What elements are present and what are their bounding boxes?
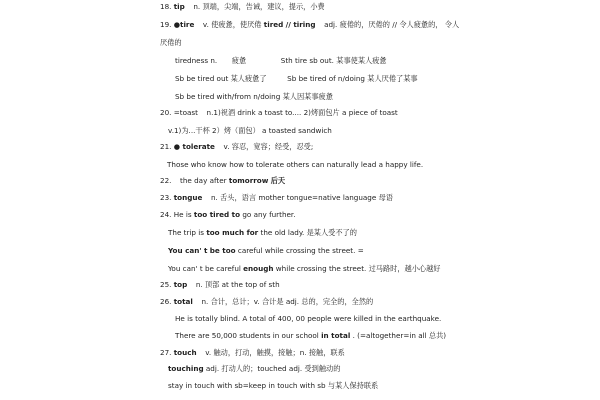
entry-24-example-1 <box>168 228 600 238</box>
entry-post-text: go any further. <box>242 210 296 219</box>
entry-22 <box>160 176 600 186</box>
entry-20 <box>160 108 600 118</box>
entry-19-continuation <box>160 38 600 48</box>
example-post-text: while crossing the street. 过马路时，越小心越好 <box>275 264 441 273</box>
entry-prefix: the day after <box>180 176 227 185</box>
example-phrase: be too <box>209 246 236 255</box>
example-phrase: enough <box>243 264 274 273</box>
entry-24 <box>160 210 600 220</box>
example-pre-text: There are 50,000 students in our school <box>175 331 319 340</box>
entry-suffix: 后天 <box>270 176 286 185</box>
entry-19-be-tired-1 <box>175 74 600 84</box>
tiredness-definition: 疲惫 <box>231 56 247 65</box>
entry-word: ●tire <box>173 20 195 29</box>
entry-21 <box>160 142 600 152</box>
entry-number: 25. <box>160 280 172 289</box>
entry-word: touch <box>173 348 197 357</box>
entry-definition: n. 顶部 at the top of sth <box>195 280 280 289</box>
example-post-text: careful while crossing the street. = <box>237 246 364 255</box>
entry-number: 27. <box>160 348 172 357</box>
example-sentence: He is totally blind. A total of 400, 00 people were killed in the earthquake. <box>175 314 442 323</box>
sth-tire-example: Sth tire sb out. 某事使某人疲惫 <box>280 56 387 65</box>
example-post-text: the old lady. 是某人受不了的 <box>260 228 357 237</box>
entry-21-example <box>167 160 600 170</box>
entry-number: 24. <box>160 210 172 219</box>
tiredness-term: tiredness n. <box>175 56 218 65</box>
entry-word: too tired to <box>193 210 241 219</box>
example-sentence: Those who know how to tolerate others can naturally lead a happy life. <box>167 160 424 169</box>
entry-number: 20. <box>160 108 172 117</box>
example-sentence: stay in touch with sb=keep in touch with sb 与某人保持联系 <box>168 381 379 390</box>
entry-19-tiredness <box>175 56 600 66</box>
be-tired-of: Sb be tired of n/doing 某人厌倦了某事 <box>287 74 418 83</box>
entry-number: 22. <box>160 176 172 185</box>
entry-27-stay-in-touch <box>168 381 600 391</box>
entry-number: 21. <box>160 142 172 151</box>
entry-18 <box>160 2 600 12</box>
example-phrase: too much for <box>206 228 259 237</box>
entry-26 <box>160 297 600 307</box>
example-phrase: in total <box>321 331 351 340</box>
entry-definition: n. 合计，总计；v. 合计是 adj. 总的，完全的，全然的 <box>201 297 374 306</box>
entry-25 <box>160 280 600 290</box>
example-pre-text: You can' t be careful <box>168 264 241 273</box>
entry-24-example-2 <box>168 246 600 256</box>
entry-27 <box>160 348 600 358</box>
entry-23 <box>160 193 600 203</box>
example-pre-text: You can' t <box>168 246 208 255</box>
entry-19-be-tired-2 <box>175 92 600 102</box>
entry-definition: adj. 打动人的；touched adj. 受到触动的 <box>205 364 341 373</box>
be-tired-with: Sb be tired with/from n/doing 某人因某事疲惫 <box>175 92 333 101</box>
entry-definition: v. 容忍，宽容；经受，忍受; <box>223 142 314 151</box>
entry-definition: n.1)祝酒 drink a toast to.... 2)烤面包片 a piece of toast <box>206 108 398 117</box>
entry-26-example-1 <box>175 314 600 324</box>
entry-20-continuation <box>168 126 600 136</box>
entry-definition: n. 舌头，语言 mother tongue=native language 母语 <box>210 193 393 202</box>
entry-definition: n. 顶端，尖端，告诫，建议，提示，小费 <box>193 2 325 11</box>
entry-word: =toast <box>173 108 198 117</box>
entry-word: ● tolerate <box>173 142 215 151</box>
example-post-text: . (=altogether=in all 总共) <box>352 331 447 340</box>
entry-24-example-3 <box>168 264 600 274</box>
entry-27-touching <box>168 364 600 374</box>
entry-word: touching <box>168 364 204 373</box>
be-tired-out: Sb be tired out 某人疲惫了 <box>175 74 267 83</box>
entry-number: 26. <box>160 297 172 306</box>
entry-word: total <box>173 297 193 306</box>
entry-word: tongue <box>173 193 203 202</box>
entry-word: tomorrow <box>228 176 269 185</box>
entry-definition: v. 触动，打动，触摸，接触；n. 接触，联系 <box>205 348 345 357</box>
entry-26-example-2 <box>175 331 600 341</box>
entry-continuation-text: 厌倦的 <box>160 38 182 47</box>
entry-word: tip <box>173 2 185 11</box>
entry-word-3: // tiring <box>285 20 316 29</box>
entry-19 <box>160 20 600 30</box>
example-pre-text: The trip is <box>168 228 205 237</box>
entry-continuation-text: v.1)为...干杯 2）烤（面包） a toasted sandwich <box>168 126 332 135</box>
entry-pre-text: He is <box>173 210 192 219</box>
entry-number: 19. <box>160 20 172 29</box>
entry-word: top <box>173 280 188 289</box>
entry-definition-2: adj. 疲倦的，厌倦的 // 令人疲惫的， 令人 <box>324 20 460 29</box>
entry-word-2: tired <box>263 20 284 29</box>
entry-number: 18. <box>160 2 172 11</box>
entry-number: 23. <box>160 193 172 202</box>
entry-definition: v. 使疲惫，使厌倦 <box>202 20 262 29</box>
